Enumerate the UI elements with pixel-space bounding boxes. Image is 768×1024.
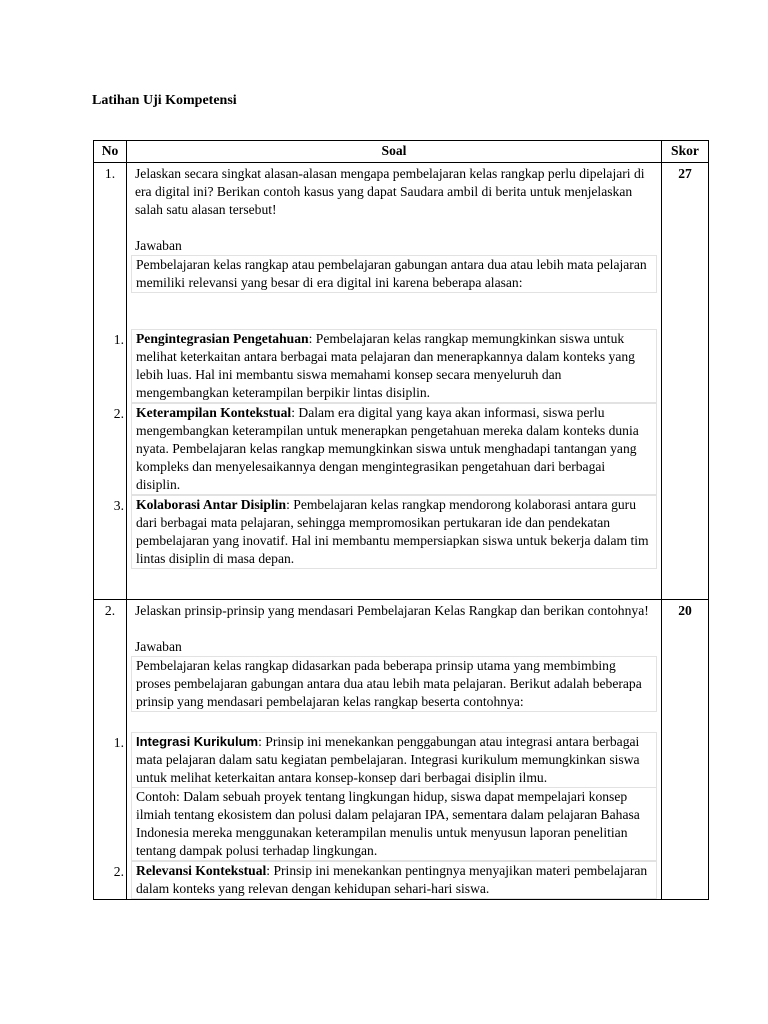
point-text: : Prinsip ini menekankan penggabungan atau integrasi antara berbagai mata pelajaran dalam satu kegiatan pembelajaran. Integrasi kurikulum memungkinkan siswa untuk melihat keterkaitan antara konsep-konsep dari berbagai disiplin ilmu. [136,734,640,785]
answer-point [113,732,657,788]
answer-point [113,861,657,899]
score-value: 20 [662,600,709,900]
point-number: 3. [113,498,124,513]
question-cell [113,600,662,900]
question-text: Jelaskan secara singkat alasan-alasan mengapa pembelajaran kelas rangkap perlu dipelajari di era digital ini? Berikan contoh kasus yang dapat Saudara ambil di berita untuk menjelaskan salah satu alasan tersebut! [135,166,645,217]
table-header-row [94,141,709,163]
answer-point [113,495,657,569]
point-number: 2. [113,406,124,421]
point-title: Kolaborasi Antar Disiplin [136,497,287,512]
question-number: 1. [94,163,127,600]
question-cell [113,163,662,600]
column-header-skor: Skor [662,141,709,163]
question-number: 2. [94,600,127,900]
answer-point [113,403,657,495]
table-row [94,600,709,900]
point-title: Keterampilan Kontekstual [136,405,292,420]
question-text: Jelaskan prinsip-prinsip yang mendasari Pembelajaran Kelas Rangkap dan berikan contohnya! [135,603,649,618]
point-text: : Pembelajaran kelas rangkap mendorong kolaborasi antara guru dari berbagai mata pelajaran, sehingga mempromosikan pertukaran ide dan pendekatan pembelajaran yang inovatif. Hal ini membantu mempersiapkan siswa untuk bekerja dalam tim lintas disiplin di masa depan. [136,497,649,566]
page-title: Latihan Uji Kompetensi [92,93,237,108]
score-value: 27 [662,163,709,600]
point-text: : Dalam era digital yang kaya akan informasi, siswa perlu mengembangkan keterampilan untuk menerapkan pengetahuan mereka dalam konteks dunia nyata. Pembelajaran kelas rangkap memungkinkan siswa untuk menghadapi tantangan yang kompleks dan menyelesaikannya dengan mengintegrasikan pengetahuan dari berbagai disiplin. [136,405,639,492]
point-text: : Pembelajaran kelas rangkap memungkinkan siswa untuk melihat keterkaitan antara berbagai mata pelajaran dan menerapkannya dalam konteks yang lebih luas. Hal ini membantu siswa memahami konsep secara menyeluruh dan mengembangkan keterampilan berpikir lintas disiplin. [136,331,635,400]
answer-intro: Pembelajaran kelas rangkap didasarkan pada beberapa prinsip utama yang membimbing proses pembelajaran gabungan antara dua atau lebih mata pelajaran. Berikut adalah beberapa prinsip yang mendasari pembelajaran kelas rangkap beserta contohnya: [131,656,657,712]
exercise-table [93,140,709,900]
table-row [94,163,709,600]
column-header-soal: Soal [127,141,662,163]
point-text: : Prinsip ini menekankan pentingnya menyajikan materi pembelajaran dalam konteks yang relevan dengan kehidupan sehari-hari siswa. [136,863,648,896]
answer-example: Contoh: Dalam sebuah proyek tentang lingkungan hidup, siswa dapat mempelajari konsep ilmiah tentang ekosistem dan polusi dalam pelajaran IPA, sementara dalam pelajaran Bahasa Indonesia mereka menggunakan keterampilan menulis untuk menyusun laporan penelitian tentang dampak polusi terhadap lingkungan. [131,788,657,861]
answer-label: Jawaban [135,238,182,253]
point-number: 2. [113,864,124,879]
point-number: 1. [113,332,124,347]
column-header-no: No [94,141,127,163]
answer-intro: Pembelajaran kelas rangkap atau pembelajaran gabungan antara dua atau lebih mata pelajaran memiliki relevansi yang besar di era digital ini karena beberapa alasan: [131,255,657,293]
answer-point [113,329,657,403]
answer-label: Jawaban [135,639,182,654]
point-title: Integrasi Kurikulum [136,734,259,749]
point-title: Relevansi Kontekstual [136,863,267,878]
point-number: 1. [113,735,124,750]
point-title: Pengintegrasian Pengetahuan [136,331,309,346]
